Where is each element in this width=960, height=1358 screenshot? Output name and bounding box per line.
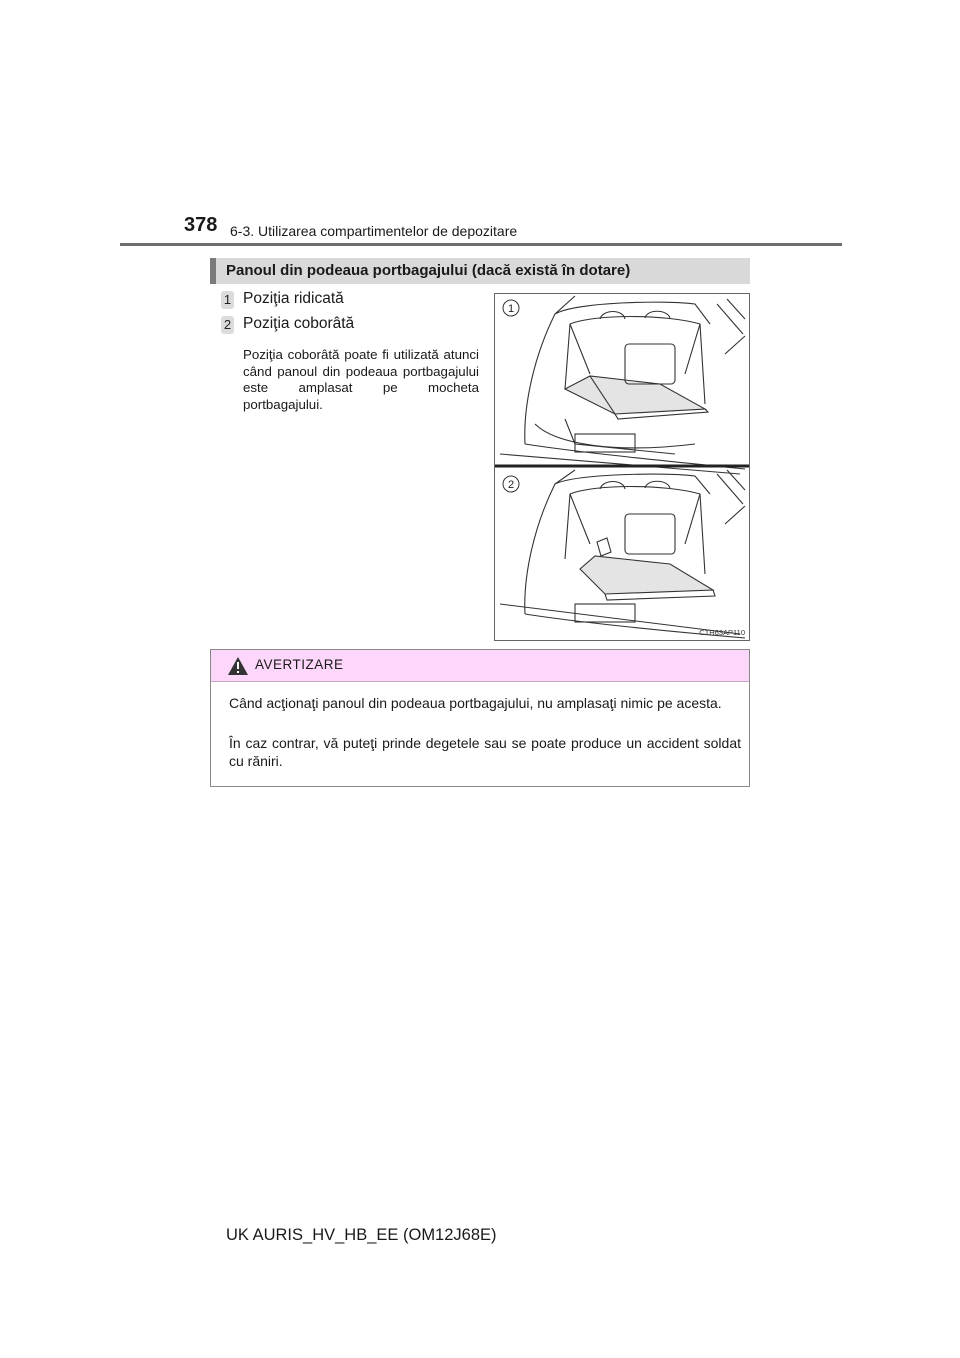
- section-heading: [210, 258, 750, 284]
- step-label-2: Poziţia coborâtă: [243, 315, 355, 332]
- figure-callout-2: 2: [507, 479, 515, 491]
- heading-accent: [210, 258, 216, 284]
- figure-code: CTH63AP110: [699, 628, 745, 637]
- section-title: 6-3. Utilizarea compartimentelor de depozitare: [230, 223, 518, 239]
- step-number-1: 1: [221, 291, 234, 309]
- figure-callout-1: 1: [507, 303, 515, 315]
- heading-text: Panoul din podeaua portbagajului (dacă există în dotare): [226, 262, 631, 279]
- figure-callouts: [503, 300, 519, 492]
- step-description: Poziţia coborâtă poate fi utilizată atunci când panoul din podeaua portbagajului este amplasat pe mocheta portbagajului.: [243, 347, 479, 412]
- step-label-1: Poziţia ridicată: [243, 290, 344, 307]
- warning-paragraph-1: Când acţionaţi panoul din podeaua portbagajului, nu amplasaţi nimic pe acesta.: [229, 695, 722, 711]
- warning-header: [211, 650, 749, 682]
- warning-triangle-icon: [227, 656, 249, 676]
- warning-paragraph-2: În caz contrar, vă puteţi prinde degetele sau se poate produce un accident soldat cu răniri.: [229, 735, 741, 769]
- page-number: 378: [184, 214, 218, 236]
- step-number-2: 2: [221, 316, 234, 334]
- footer-model-code: UK AURIS_HV_HB_EE (OM12J68E): [226, 1226, 497, 1244]
- warning-box: [210, 649, 750, 787]
- trunk-drawing: [495, 294, 749, 640]
- header-rule: [120, 243, 842, 246]
- trunk-illustration: [494, 293, 750, 641]
- warning-title: AVERTIZARE: [255, 657, 344, 672]
